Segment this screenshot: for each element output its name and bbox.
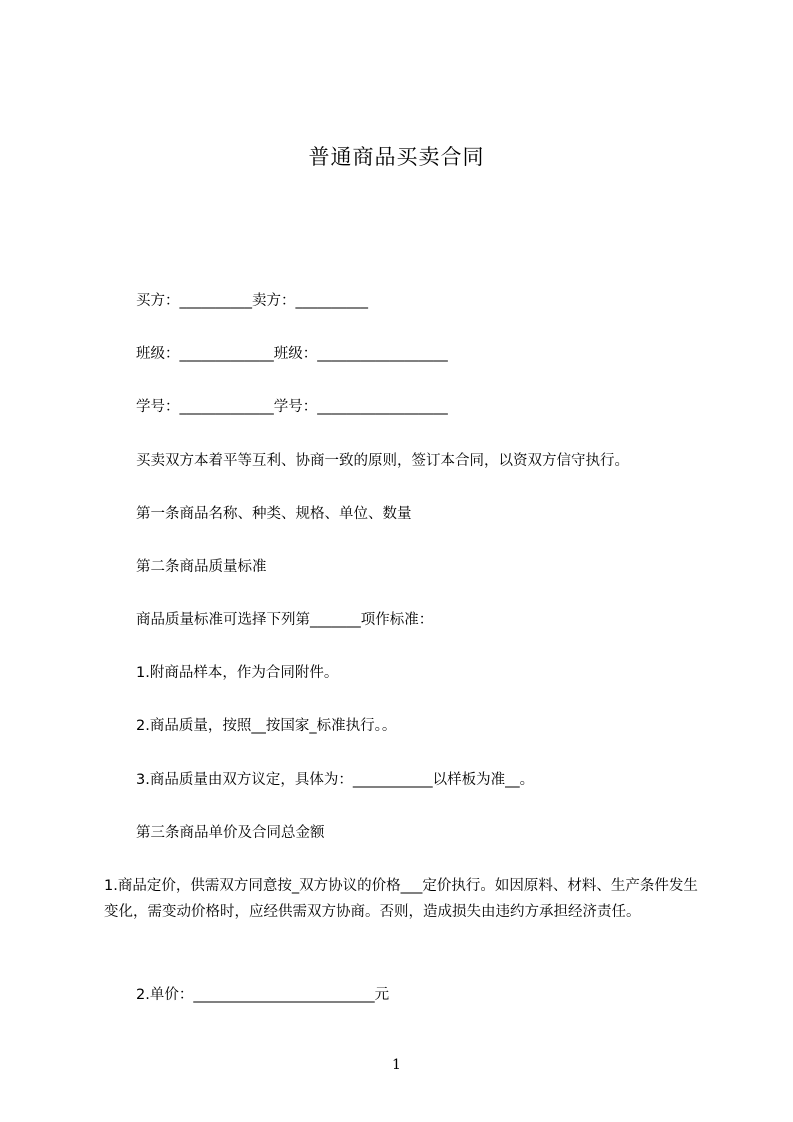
- buyer-seller-line: 买方：__________卖方：__________: [136, 293, 368, 309]
- quality-item-3: 3.商品质量由双方议定，具体为：___________以样板为准__。: [136, 772, 535, 788]
- intro-statement: 买卖双方本着平等互利、协商一致的原则，签订本合同，以资双方信守执行。: [136, 453, 629, 469]
- contract-title: 普通商品买卖合同: [308, 145, 485, 169]
- article-one-heading: 第一条商品名称、种类、规格、单位、数量: [136, 506, 412, 522]
- quality-standard-choice: 商品质量标准可选择下列第_______项作标准：: [136, 612, 434, 628]
- pricing-paragraph: 1.商品定价，供需双方同意按_双方协议的价格___定价执行。如因原料、材料、生产条件发生变化，需变动价格时，应经供需双方协商。否则，造成损失由违约方承担经济责任。: [104, 878, 698, 920]
- unit-price-line: 2.单价：_________________________元: [136, 987, 390, 1003]
- quality-item-2: 2.商品质量，按照__按国家_标准执行。。: [136, 718, 397, 734]
- student-id-line: 学号：_____________学号：__________________: [136, 399, 448, 415]
- article-three-heading: 第三条商品单价及合同总金额: [136, 825, 325, 841]
- article-two-heading: 第二条商品质量标准: [136, 559, 267, 575]
- class-line: 班级：_____________班级：__________________: [136, 346, 448, 362]
- quality-item-1: 1.附商品样本，作为合同附件。: [136, 665, 339, 681]
- page-number: 1: [392, 1057, 401, 1073]
